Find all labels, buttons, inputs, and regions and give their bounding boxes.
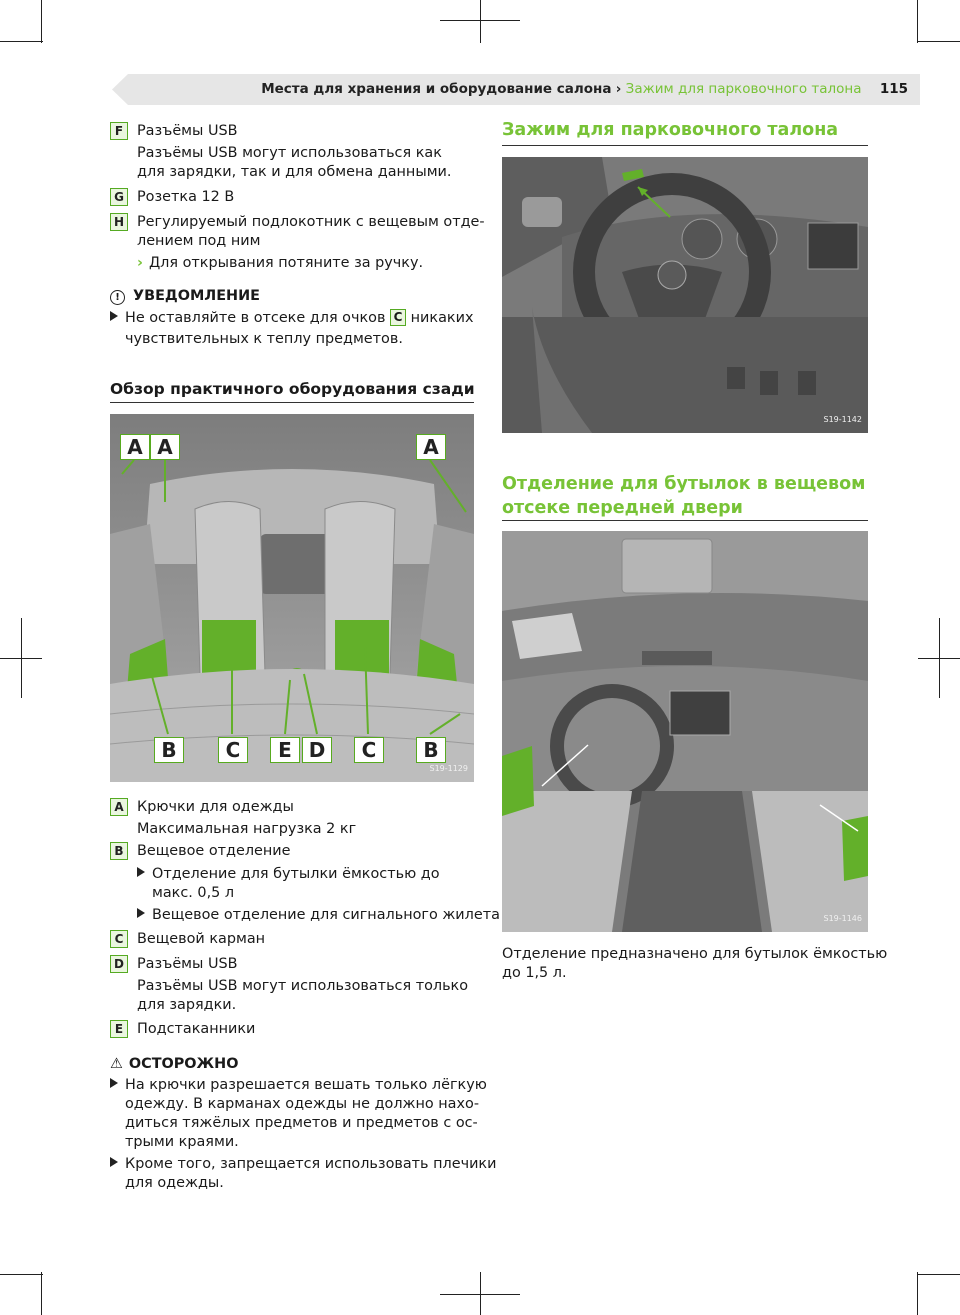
heading-rule — [502, 520, 868, 521]
label-a: A — [110, 798, 128, 816]
item-f-title: Разъёмы USB — [137, 123, 238, 139]
bullet-triangle-icon — [110, 311, 118, 321]
image-tag-b: B — [416, 737, 446, 763]
item-b-bullet-2-text: Вещевое отделение для сигнального жилета — [152, 907, 500, 923]
item-h-step-text: Для открывания потяните за ручку. — [148, 255, 424, 271]
item-g-title: Розетка 12 В — [137, 189, 235, 205]
info-icon: ! — [110, 290, 125, 305]
inline-label-c: C — [390, 309, 406, 326]
item-f-desc-2: для зарядки, так и для обмена данными. — [137, 164, 452, 180]
label-e: E — [110, 1020, 128, 1038]
heading-rule — [110, 402, 474, 403]
item-b-title: Вещевое отделение — [137, 843, 291, 859]
caution-bullet-1 — [110, 1076, 487, 1095]
item-b-bullet-1-cont: макс. 0,5 л — [152, 885, 235, 901]
caution-bullet-2-text: Кроме того, запрещается использовать плечики — [125, 1156, 497, 1172]
item-h-step — [137, 254, 423, 273]
item-a-title: Крючки для одежды — [137, 799, 294, 815]
label-c: C — [110, 930, 128, 948]
bottle-heading-line-2: отсеке передней двери — [502, 498, 743, 518]
rear-section-heading: Обзор практичного оборудования сзади — [110, 380, 475, 398]
bottle-text-line-1: Отделение предназначено для бутылок ёмкостью — [502, 946, 888, 962]
bullet-triangle-icon — [137, 908, 145, 918]
item-d-desc-1: Разъёмы USB могут использоваться только — [137, 978, 469, 994]
rear-interior-image — [110, 414, 474, 782]
running-header — [261, 81, 908, 97]
bottle-compartment-image — [502, 531, 868, 932]
item-b-bullet-1 — [137, 865, 440, 884]
dashboard-illustration — [502, 157, 868, 433]
bottle-heading-line-1: Отделение для бутылок в вещевом — [502, 474, 866, 494]
item-c-title: Вещевой карман — [137, 931, 266, 947]
image-tag-a: A — [416, 434, 446, 460]
header-subsection: Зажим для парковочного талона — [625, 81, 862, 97]
image-code: S19-1146 — [823, 913, 862, 923]
bottle-text-line-2: до 1,5 л. — [502, 965, 567, 981]
bullet-triangle-icon — [110, 1157, 118, 1167]
notice-title-row — [110, 287, 260, 306]
item-b-bullet-2 — [137, 906, 500, 925]
item-d-desc-2: для зарядки. — [137, 997, 237, 1013]
notice-line-1 — [110, 309, 473, 328]
image-tag-c: C — [354, 737, 384, 763]
caution-bullet-1-line-2: одежду. В карманах одежды не должно нахо- — [125, 1096, 480, 1112]
page-number: 115 — [879, 81, 908, 97]
item-h-title-2: лением под ним — [137, 233, 261, 249]
header-separator: › — [615, 81, 622, 97]
label-g: G — [110, 188, 128, 206]
item-e-title: Подстаканники — [137, 1021, 256, 1037]
notice-text-b: никаких — [410, 310, 474, 326]
header-section: Места для хранения и оборудование салона — [261, 81, 612, 97]
item-a-desc: Максимальная нагрузка 2 кг — [137, 821, 357, 837]
image-code: S19-1129 — [429, 763, 468, 773]
item-b-bullet-1-text: Отделение для бутылки ёмкостью до — [152, 866, 440, 882]
rear-interior-illustration — [110, 414, 474, 782]
item-f-desc-1: Разъёмы USB могут использоваться как — [137, 145, 442, 161]
notice-text-a: Не оставляйте в отсеке для очков — [125, 310, 386, 326]
image-tag-e: E — [270, 737, 300, 763]
notice-title: УВЕДОМЛЕНИЕ — [133, 288, 260, 304]
warning-icon: ⚠ — [110, 1056, 123, 1072]
caution-title: ОСТОРОЖНО — [128, 1056, 239, 1072]
image-tag-a: A — [120, 434, 150, 460]
label-d: D — [110, 955, 128, 973]
image-tag-b: B — [154, 737, 184, 763]
image-tag-d: D — [302, 737, 332, 763]
image-code: S19-1142 — [823, 414, 862, 424]
item-d-title: Разъёмы USB — [137, 956, 238, 972]
image-tag-a: A — [150, 434, 180, 460]
label-h: H — [110, 213, 128, 231]
item-h-title: Регулируемый подлокотник с вещевым отде- — [137, 214, 485, 230]
caution-bullet-2 — [110, 1155, 496, 1174]
bullet-triangle-icon — [110, 1078, 118, 1088]
label-b: B — [110, 842, 128, 860]
label-f: F — [110, 122, 128, 140]
heading-rule — [502, 145, 868, 146]
front-interior-illustration — [502, 531, 868, 932]
image-tag-c: C — [218, 737, 248, 763]
caution-bullet-2-line-2: для одежды. — [125, 1175, 224, 1191]
caution-bullet-1-line-3: диться тяжёлых предметов и предметов с ос- — [125, 1115, 478, 1131]
ticket-clip-heading: Зажим для парковочного талона — [502, 120, 839, 140]
chevron-right-icon: › — [137, 255, 143, 271]
caution-bullet-1-text: На крючки разрешается вешать только лёгкую — [125, 1077, 487, 1093]
caution-bullet-1-line-4: трыми краями. — [125, 1134, 239, 1150]
ticket-clip-image — [502, 157, 868, 433]
bullet-triangle-icon — [137, 867, 145, 877]
caution-title-row — [110, 1055, 238, 1074]
notice-line-2: чувствительных к теплу предметов. — [125, 331, 403, 347]
